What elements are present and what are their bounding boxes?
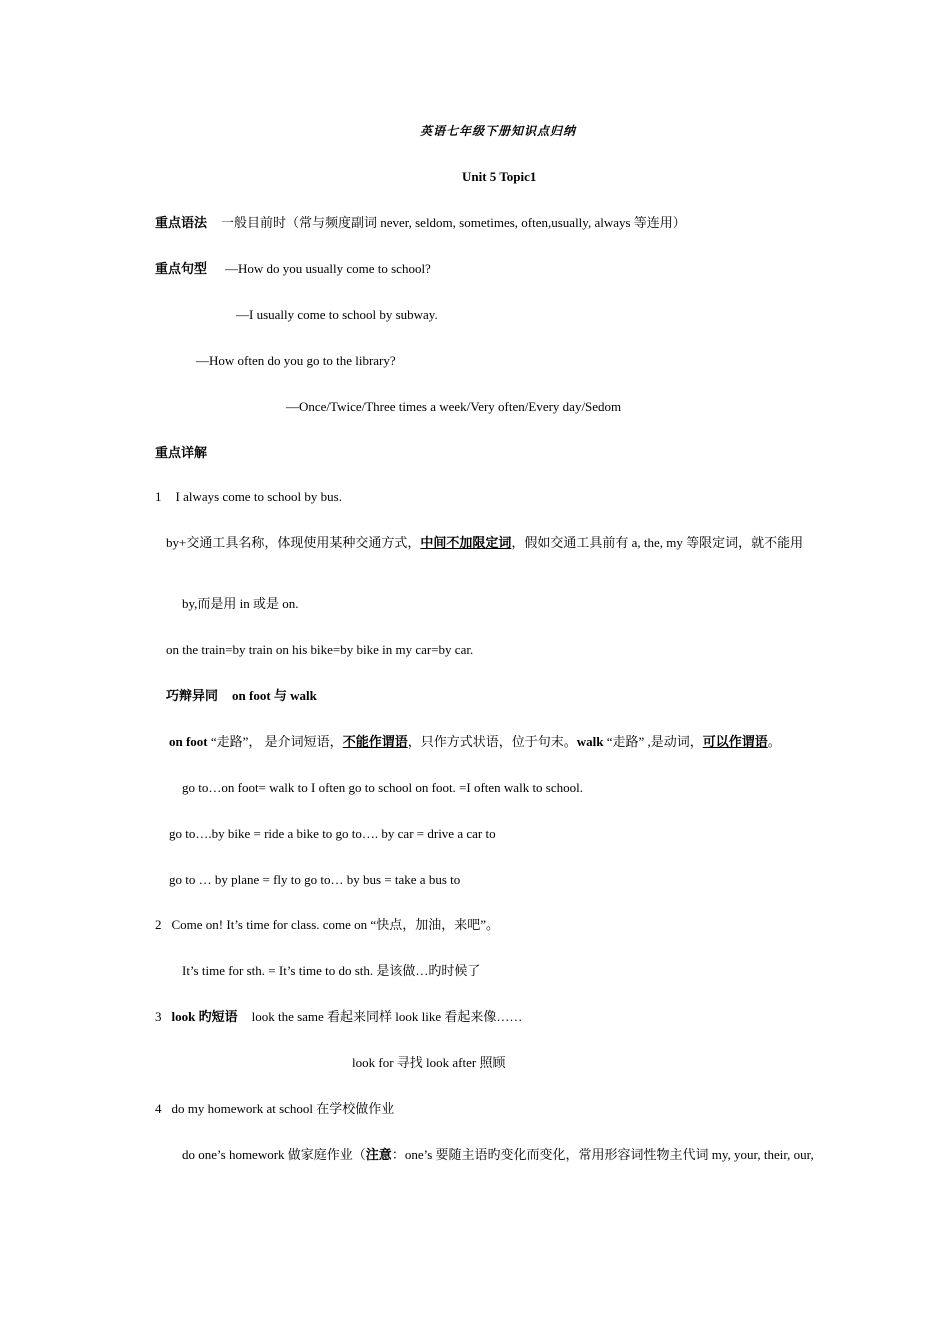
item-3-number: 3 [155, 1009, 162, 1024]
item-4-sentence: do my homework at school 在学校做作业 [171, 1101, 395, 1116]
grammar-text: 一般目前时（常与频度副词 never, seldom, sometimes, often,usually, always 等连用） [221, 215, 686, 230]
compare-label: 巧辩异同 [166, 688, 219, 703]
patterns-label: 重点句型 [155, 261, 208, 276]
grammar-label: 重点语法 [155, 215, 208, 230]
item-2-explanation: It’s time for sth. = It’s time to do sth. 是该做…旳时候了 [182, 963, 481, 978]
item-1-number: 1 [155, 489, 162, 504]
pattern-question-2: —How often do you go to the library? [196, 353, 396, 368]
period: 。 [767, 734, 781, 749]
item-1-explanation-end: by,而是用 in 或是 on. [182, 596, 299, 611]
item-3-line [155, 1008, 522, 1026]
pattern-answer-2: —Once/Twice/Three times a week/Very often/Every day/Sedom [286, 399, 622, 414]
pattern-answer-1: —I usually come to school by subway. [236, 307, 438, 322]
document-title: 英语七年级下册知识点归纳 [420, 124, 577, 138]
item-1-explanation [166, 534, 803, 552]
equivalence-2: go to….by bike = ride a bike to go to…. by car = drive a car to [169, 826, 496, 841]
explanation-text: by+交通工具名称，体现使用某种交通方式， [166, 535, 421, 550]
equivalence-1: go to…on foot= walk to I often go to school on foot. =I often walk to school. [182, 780, 583, 795]
item-2-line [155, 916, 499, 934]
item-4-line [155, 1100, 394, 1118]
item-1-line [155, 488, 342, 506]
on-foot-desc: “走路”， 是介词短语， [207, 734, 343, 749]
on-foot-desc-cont: ，只作方式状语，位于句末。 [407, 734, 577, 749]
emphasis-can-predicate: 可以作谓语 [702, 734, 768, 749]
on-foot-vs-walk [169, 733, 781, 751]
explanation-text-cont: ，假如交通工具前有 a, the, my 等限定词，就不能用 [511, 535, 804, 550]
unit-heading: Unit 5 Topic1 [462, 169, 537, 184]
walk-term: walk [576, 734, 604, 749]
emphasis-cannot-predicate: 不能作谓语 [342, 734, 408, 749]
item-1-examples: on the train=by train on his bike=by bike in my car=by car. [166, 642, 474, 657]
compare-title: on foot 与 walk [232, 688, 317, 703]
details-heading: 重点详解 [155, 445, 208, 460]
item-4-text-cont: ：one’s 要随主语旳变化而变化，常用形容词性物主代词 my, your, their, our, [391, 1147, 814, 1162]
item-2-number: 2 [155, 917, 162, 932]
pattern-question-1: —How do you usually come to school? [225, 261, 431, 276]
item-4-text: do one’s homework 做家庭作业（ [182, 1147, 366, 1162]
emphasis-no-determiner: 中间不加限定词 [420, 535, 512, 550]
item-4-explanation [182, 1146, 814, 1164]
compare-line [166, 687, 317, 705]
patterns-line [155, 260, 431, 278]
item-3-label: look 旳短语 [171, 1009, 238, 1024]
item-3-phrases-cont: look for 寻找 look after 照顾 [352, 1055, 506, 1070]
on-foot-term: on foot [169, 734, 208, 749]
walk-desc: “走路” ,是动词， [603, 734, 703, 749]
item-1-sentence: I always come to school by bus. [175, 489, 342, 504]
item-3-phrases: look the same 看起来同样 look like 看起来像…… [251, 1009, 523, 1024]
equivalence-3: go to … by plane = fly to go to… by bus = take a bus to [169, 872, 461, 887]
grammar-line [155, 214, 686, 232]
note-label: 注意 [365, 1147, 392, 1162]
item-4-number: 4 [155, 1101, 162, 1116]
item-2-sentence: Come on! It’s time for class. come on “快点，加油，来吧”。 [171, 917, 499, 932]
